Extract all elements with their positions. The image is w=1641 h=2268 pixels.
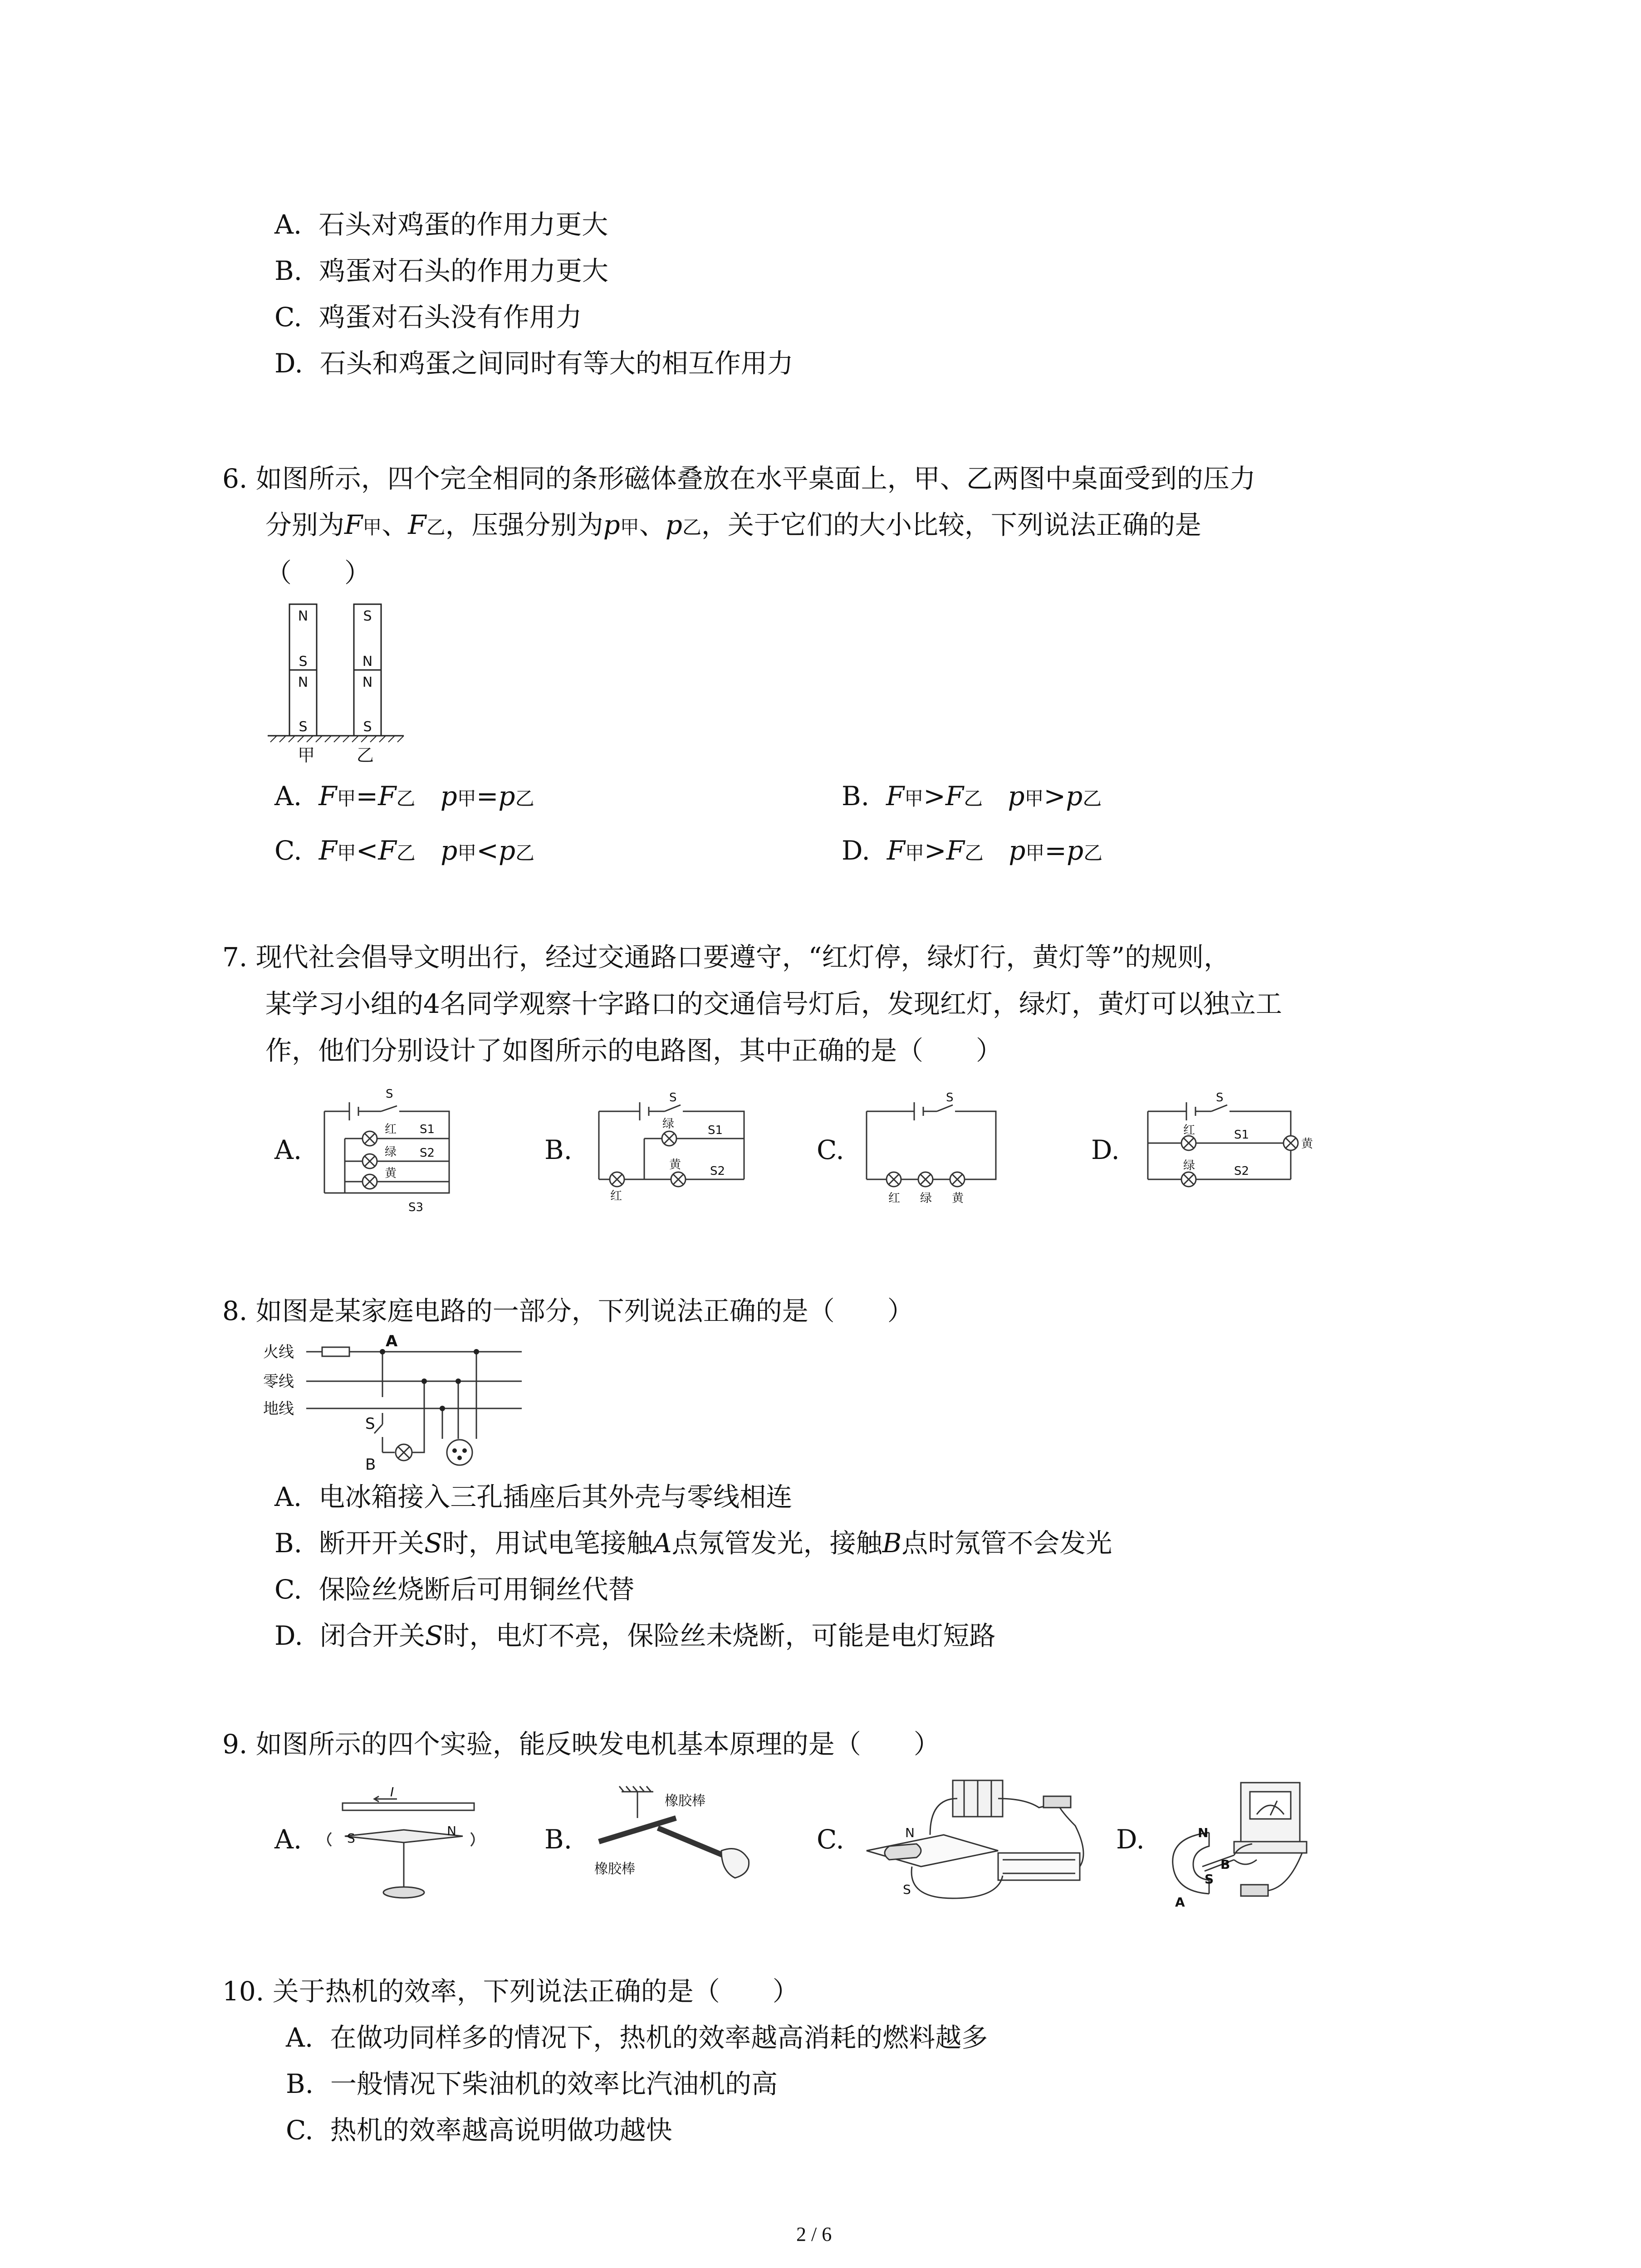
svg-text:零线: 零线 bbox=[263, 1373, 294, 1391]
q5-option-c: C. 鸡蛋对石头没有作用力 bbox=[274, 302, 582, 332]
svg-text:S: S bbox=[347, 1831, 355, 1846]
jia-pole-2: S bbox=[299, 654, 308, 670]
page-number: 2 / 6 bbox=[796, 2223, 832, 2245]
q6-magnet-figure bbox=[263, 603, 408, 767]
svg-text:红: 红 bbox=[888, 1192, 901, 1205]
q7-option-c-letter: C. bbox=[817, 1134, 844, 1165]
svg-text:绿: 绿 bbox=[1183, 1159, 1195, 1173]
q9-option-b-letter: B. bbox=[544, 1824, 573, 1855]
svg-text:橡胶棒: 橡胶棒 bbox=[665, 1793, 705, 1809]
svg-text:S2: S2 bbox=[710, 1164, 725, 1178]
q9-option-a-letter: A. bbox=[274, 1824, 302, 1855]
svg-text:黄: 黄 bbox=[385, 1167, 397, 1180]
q9-figure-a-oersted bbox=[318, 1787, 485, 1905]
svg-text:红: 红 bbox=[1183, 1124, 1195, 1137]
svg-text:I: I bbox=[390, 1787, 394, 1799]
q7-circuit-a bbox=[318, 1084, 463, 1225]
svg-text:S: S bbox=[365, 1415, 375, 1433]
q8-option-a: A. 电冰箱接入三孔插座后其外壳与零线相连 bbox=[274, 1481, 793, 1512]
svg-text:S: S bbox=[386, 1087, 393, 1101]
q6-option-c: C. F甲<F乙 p甲<p乙 bbox=[274, 835, 534, 866]
svg-text:S: S bbox=[669, 1091, 677, 1105]
q5-option-d: D. 石头和鸡蛋之间同时有等大的相互作用力 bbox=[274, 348, 794, 379]
q5-option-a: A. 石头对鸡蛋的作用力更大 bbox=[274, 209, 608, 240]
svg-text:S: S bbox=[1216, 1091, 1224, 1105]
svg-text:S3: S3 bbox=[408, 1201, 424, 1214]
magnet-stacks-diagram bbox=[263, 603, 408, 767]
q7-circuit-d bbox=[1139, 1089, 1320, 1220]
q7-option-b-letter: B. bbox=[544, 1134, 573, 1165]
q8-household-circuit-figure bbox=[263, 1334, 526, 1479]
svg-text:黄: 黄 bbox=[669, 1158, 681, 1172]
q9-figure-c-circuit-setup bbox=[862, 1771, 1093, 1907]
yi-pole-4: S bbox=[363, 719, 372, 735]
svg-text:绿: 绿 bbox=[662, 1117, 675, 1131]
svg-text:黄: 黄 bbox=[952, 1192, 964, 1205]
svg-text:红: 红 bbox=[610, 1189, 622, 1203]
yi-pole-3: N bbox=[362, 675, 373, 690]
q5-option-b: B. 鸡蛋对石头的作用力更大 bbox=[274, 255, 608, 286]
q6-stem-line2: 分别为F甲、F乙，压强分别为p甲、p乙，关于它们的大小比较，下列说法正确的是 bbox=[265, 509, 1201, 540]
svg-text:S2: S2 bbox=[1234, 1164, 1249, 1178]
svg-text:N: N bbox=[447, 1823, 456, 1838]
q10-stem: 10. 关于热机的效率，下列说法正确的是（ ） bbox=[222, 1976, 799, 2007]
q9-stem: 9. 如图所示的四个实验，能反映发电机基本原理的是（ ） bbox=[222, 1729, 940, 1760]
q7-option-a-letter: A. bbox=[274, 1134, 302, 1165]
svg-text:S: S bbox=[903, 1882, 911, 1897]
svg-text:S: S bbox=[1205, 1872, 1214, 1887]
svg-text:绿: 绿 bbox=[385, 1145, 397, 1159]
q9-figure-d-generator bbox=[1166, 1778, 1316, 1910]
q7-stem-line2: 某学习小组的4名同学观察十字路口的交通信号灯后，发现红灯，绿灯，黄灯可以独立工 bbox=[265, 988, 1282, 1019]
svg-text:A: A bbox=[386, 1334, 398, 1350]
label-jia: 甲 bbox=[297, 745, 315, 765]
svg-text:S2: S2 bbox=[420, 1146, 435, 1160]
q10-option-b: B. 一般情况下柴油机的效率比汽油机的高 bbox=[286, 2068, 778, 2099]
svg-text:地线: 地线 bbox=[263, 1400, 294, 1418]
svg-text:S1: S1 bbox=[1234, 1128, 1249, 1142]
q9-figure-b-rubber-rods bbox=[585, 1783, 767, 1901]
svg-text:红: 红 bbox=[385, 1123, 397, 1136]
q7-stem-line3: 作，他们分别设计了如图所示的电路图，其中正确的是（ ） bbox=[265, 1035, 1003, 1066]
q6-answer-blank: （ ） bbox=[265, 557, 371, 588]
svg-text:黄: 黄 bbox=[1301, 1137, 1313, 1151]
q8-option-d: D. 闭合开关S时，电灯不亮，保险丝未烧断，可能是电灯短路 bbox=[274, 1620, 996, 1651]
q6-option-d: D. F甲>F乙 p甲=p乙 bbox=[842, 835, 1103, 866]
svg-text:橡胶棒: 橡胶棒 bbox=[594, 1861, 635, 1877]
q7-circuit-c bbox=[857, 1089, 1007, 1220]
q10-option-a: A. 在做功同样多的情况下，热机的效率越高消耗的燃料越多 bbox=[286, 2022, 988, 2053]
svg-text:S1: S1 bbox=[420, 1123, 435, 1136]
q7-circuit-b bbox=[590, 1089, 753, 1220]
q6-stem-line1: 6. 如图所示，四个完全相同的条形磁体叠放在水平桌面上，甲、乙两图中桌面受到的压力 bbox=[222, 463, 1256, 494]
q8-stem: 8. 如图是某家庭电路的一部分，下列说法正确的是（ ） bbox=[222, 1295, 914, 1326]
q6-option-b: B. F甲>F乙 p甲>p乙 bbox=[842, 781, 1102, 811]
svg-text:N: N bbox=[905, 1825, 915, 1840]
svg-text:绿: 绿 bbox=[920, 1192, 932, 1205]
svg-text:S: S bbox=[946, 1091, 954, 1105]
svg-text:火线: 火线 bbox=[263, 1343, 294, 1361]
q7-stem-line1: 7. 现代社会倡导文明出行，经过交通路口要遵守，“红灯停，绿灯行，黄灯等”的规则， bbox=[222, 942, 1230, 973]
q10-option-c: C. 热机的效率越高说明做功越快 bbox=[286, 2115, 672, 2146]
svg-text:B: B bbox=[1220, 1857, 1230, 1872]
q7-option-d-letter: D. bbox=[1091, 1134, 1120, 1165]
svg-text:B: B bbox=[365, 1456, 376, 1474]
q9-option-d-letter: D. bbox=[1116, 1824, 1145, 1855]
jia-pole-1: N bbox=[298, 608, 309, 624]
label-yi: 乙 bbox=[356, 745, 374, 765]
yi-pole-2: N bbox=[362, 654, 373, 670]
yi-pole-1: S bbox=[363, 608, 372, 624]
q8-option-b: B. 断开开关S时，用试电笔接触A点氖管发光，接触B点时氖管不会发光 bbox=[274, 1528, 1112, 1559]
jia-pole-4: S bbox=[299, 719, 308, 735]
svg-text:S1: S1 bbox=[708, 1124, 723, 1137]
q6-option-a: A. F甲=F乙 p甲=p乙 bbox=[274, 781, 534, 811]
svg-text:N: N bbox=[1198, 1825, 1209, 1840]
q9-option-c-letter: C. bbox=[817, 1824, 844, 1855]
q8-option-c: C. 保险丝烧断后可用铜丝代替 bbox=[274, 1574, 635, 1605]
jia-pole-3: N bbox=[298, 675, 309, 690]
svg-text:A: A bbox=[1175, 1895, 1185, 1910]
